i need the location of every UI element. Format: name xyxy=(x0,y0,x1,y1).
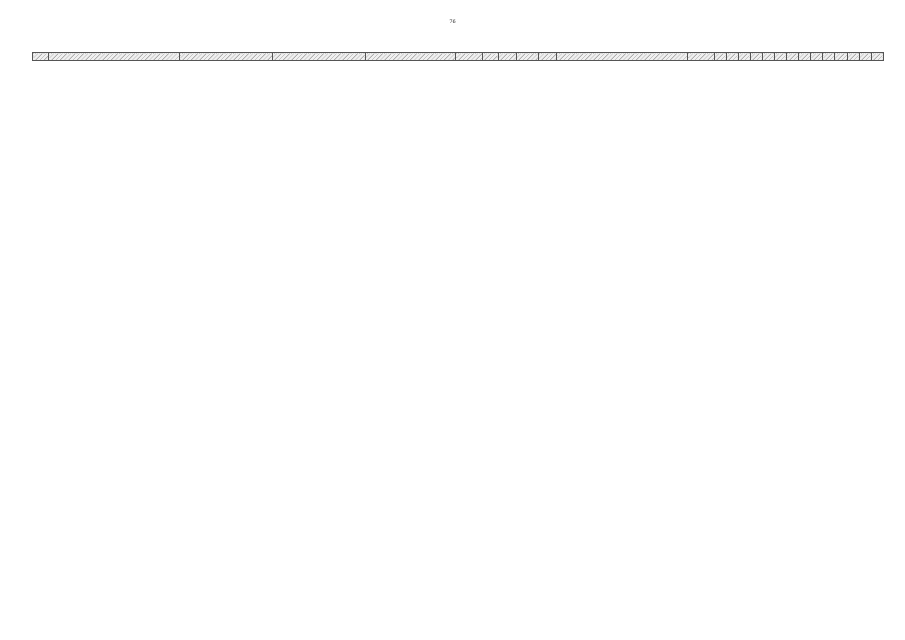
column-header xyxy=(871,53,883,61)
column-header xyxy=(498,53,516,61)
column-header xyxy=(482,53,498,61)
column-header xyxy=(180,53,273,61)
column-header xyxy=(811,53,823,61)
column-header xyxy=(762,53,774,61)
column-header xyxy=(787,53,799,61)
column-header xyxy=(272,53,365,61)
column-header xyxy=(847,53,859,61)
column-header xyxy=(859,53,871,61)
register-table-wrapper xyxy=(32,52,884,61)
column-header xyxy=(714,53,726,61)
page-number: 76 xyxy=(449,19,456,25)
column-header xyxy=(33,53,49,61)
table-header-row xyxy=(33,53,884,61)
column-header xyxy=(49,53,180,61)
column-header xyxy=(516,53,538,61)
column-header xyxy=(835,53,847,61)
column-header xyxy=(799,53,811,61)
column-header xyxy=(774,53,786,61)
column-header xyxy=(750,53,762,61)
column-header xyxy=(738,53,750,61)
column-header xyxy=(688,53,714,61)
column-header xyxy=(365,53,456,61)
column-header xyxy=(539,53,557,61)
column-header xyxy=(726,53,738,61)
column-header xyxy=(456,53,482,61)
column-header xyxy=(557,53,688,61)
column-header xyxy=(823,53,835,61)
housing-register-table xyxy=(32,52,884,61)
